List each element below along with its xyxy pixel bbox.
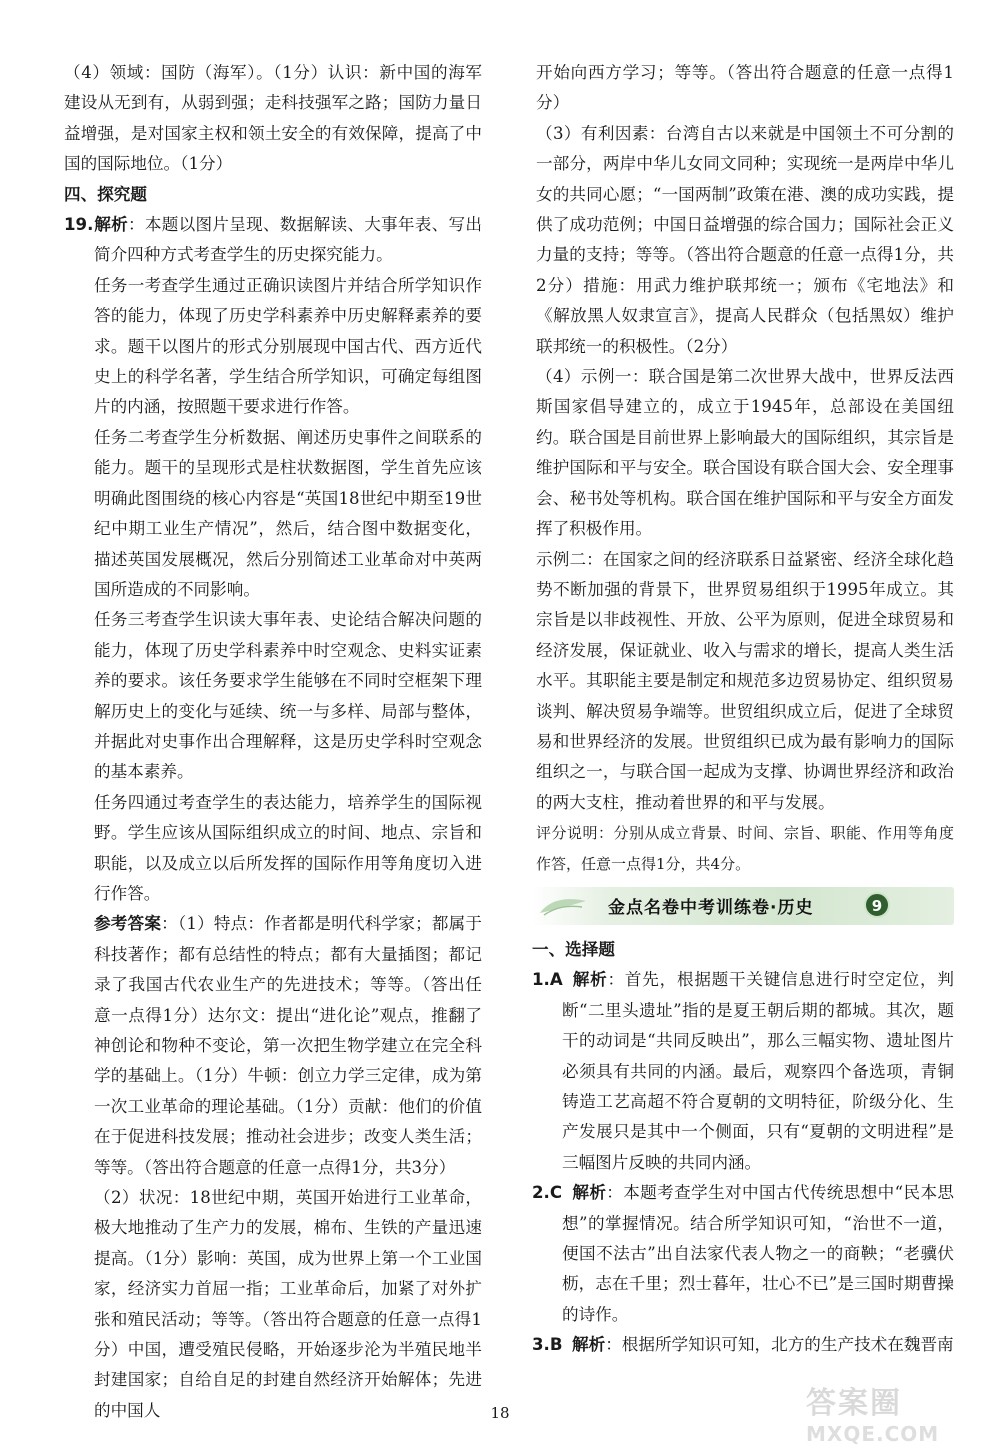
question-3-text: ：根据所学知识可知，北方的生产技术在魏晋南 (605, 1335, 954, 1355)
reference-answer-part-1 (64, 909, 482, 1183)
watermark-logo: 答案圈 (806, 1386, 902, 1421)
answer-part-4-navy: （4）领域：国防（海军）。（1分）认识：新中国的海军建设从无到有，从弱到强；走科技强军之路；国防力量日益增强，是对国家主权和领土安全的有效保障，提高了中国的国际地位。（1分） (64, 63, 482, 174)
watermark (806, 1378, 986, 1446)
question-number: 19. (64, 215, 94, 235)
paper-number-badge: 9 (864, 892, 890, 918)
banner-title: 金点名卷中考训练卷·历史 (608, 897, 814, 918)
analysis-intro: ：本题以图片呈现、数据解读、大事年表、写出简介四种方式考查学生的历史探究能力。 (94, 215, 482, 265)
answer-part-2-continued: 开始向西方学习；等等。（答出符合题意的任意一点得1分） (536, 63, 954, 113)
page-number: 18 (490, 1404, 510, 1422)
reference-answer-part-2: （2）状况：18世纪中期，英国开始进行工业革命，极大地推动了生产力的发展，棉布、生铁的产量迅速提高。（1分）影响：英国，成为世界上第一个工业国家，经济实力首屈一指；工业革命后，加紧了对外扩张和殖民活动；等等。（答出符合题意的任意一点得1分）中国，遭受殖民侵略，开始逐步沦为半殖民地半封建国家；自给自足的封建自然经济开始解体；先进的中国人 (94, 1188, 482, 1420)
section-heading-multiple-choice: 一、选择题 (532, 939, 615, 959)
question-1-text: ：首先，根据题干关键信息进行时空定位，判断“二里头遗址”指的是夏王朝后期的都城。其次，题干的动词是“共同反映出”，那么三幅实物、遗址图片必须具有共同的内涵。最后，观察四个备选项，青铜铸造工艺高超不符合夏朝的文明特征，阶级分化、生产发展只是其中一个侧面，只有“夏朝的文明进程”是三幅图片反映的共同内涵。 (562, 970, 955, 1172)
leaf-decoration-icon (538, 895, 588, 917)
question-19-analysis (64, 210, 482, 271)
task-4-explanation: 任务四通过考查学生的表达能力，培养学生的国际视野。学生应该从国际组织成立的时间、地点、宗旨和职能，以及成立以后所发挥的国际作用等角度切入进行作答。 (94, 792, 482, 903)
analysis-label: 解析 (572, 970, 608, 990)
test-paper-banner (532, 887, 954, 925)
analysis-label: 解析 (572, 1183, 607, 1203)
question-3-analysis (532, 1330, 954, 1360)
analysis-label: 解析 (94, 215, 129, 235)
right-column (532, 58, 954, 1361)
task-1-explanation: 任务一考查学生通过正确识读图片并结合所学知识作答的能力，体现了历史学科素养中历史解释素养的要求。题干以图片的形式分别展现中国古代、西方近代史上的科学名著，学生结合所学知识，可确定每组图片的内涵，按照题干要求进行作答。 (94, 275, 482, 417)
reference-answer-part-4-example-1: （4）示例一：联合国是第二次世界大战中，世界反法西斯国家倡导建立的，成立于1945年，总部设在美国纽约。联合国是目前世界上影响最大的国际组织，其宗旨是维护国际和平与安全。联合国设有联合国大会、安全理事会、秘书处等机构。联合国在维护国际和平与安全方面发挥了积极作用。 (536, 367, 954, 539)
reference-answer-part-3: （3）有利因素：台湾自古以来就是中国领土不可分割的一部分，两岸中华儿女同文同种；实现统一是两岸中华儿女的共同心愿；“一国两制”政策在港、澳的成功实践，提供了成功范例；中国日益增强的综合国力；国际社会正义力量的支持；等等。（答出符合题意的任意一点得1分，共2分）措施：用武力维护联邦统一；颁布《宅地法》和《解放黑人奴隶宣言》，提高人民群众（包括黑奴）维护联邦统一的积极性。（2分） (536, 123, 954, 356)
analysis-label: 解析 (572, 1335, 606, 1355)
question-1-analysis (532, 965, 954, 1178)
left-column (64, 58, 482, 1426)
task-3-explanation: 任务三考查学生识读大事年表、史论结合解决问题的能力，体现了历史学科素养中时空观念、史料实证素养的要求。该任务要求学生能够在不同时空框架下理解历史上的变化与延续、统一与多样、局部与整体，并据此对史事作出合理解释，这是历史学科时空观念的基本素养。 (94, 610, 482, 782)
reference-answer-part-4-example-2: 示例二：在国家之间的经济联系日益紧密、经济全球化趋势不断加强的背景下，世界贸易组织于1995年成立。其宗旨是以非歧视性、开放、公平为原则，促进全球贸易和经济发展，保证就业、收入与需求的增长，提高人类生活水平。其职能主要是制定和规范多边贸易协定、组织贸易谈判、解决贸易争端等。世贸组织成立后，促进了全球贸易和世界经济的发展。世贸组织已成为最有影响力的国际组织之一，与联合国一起成为支撑、协调世界经济和政治的两大支柱，推动着世界的和平与发展。 (536, 549, 954, 812)
scoring-note: 评分说明：分别从成立背景、时间、宗旨、职能、作用等角度作答，任意一点得1分，共4分。 (536, 824, 954, 873)
question-2-text: ：本题考查学生对中国古代传统思想中“民本思想”的掌握情况。结合所学知识可知，“治世不一道，便国不法古”出自法家代表人物之一的商鞅；“老骥伏枥，志在千里；烈士暮年，壮心不已”是三国时期曹操的诗作。 (562, 1183, 955, 1324)
question-3-answer: 3.B (532, 1335, 563, 1355)
reference-answer-label: 参考答案 (94, 914, 162, 934)
task-2-explanation: 任务二考查学生分析数据、阐述历史事件之间联系的能力。题干的呈现形式是柱状数据图，学生首先应该明确此图围绕的核心内容是“英国18世纪中期至19世纪中期工业生产情况”，然后，结合图中数据变化，描述英国发展概况，然后分别简述工业革命对中英两国所造成的不同影响。 (94, 427, 482, 599)
question-1-answer: 1.A (532, 970, 563, 990)
watermark-url: MXQE.COM (806, 1422, 940, 1446)
section-heading-inquiry: 四、探究题 (64, 184, 147, 204)
reference-answer-text: ：（1）特点：作者都是明代科学家；都属于科技著作；都有总结性的特点；都有大量插图；都记录了我国古代农业生产的先进技术；等等。（答出任意一点得1分）达尔文：提出“进化论”观点，推翻了神创论和物种不变论，第一次把生物学建立在完全科学的基础上。（1分）牛顿：创立力学三定律，成为第一次工业革命的理论基础。（1分）贡献：他们的价值在于促进科技发展；推动社会进步；改变人类生活；等等。（答出符合题意的任意一点得1分，共3分） (94, 914, 483, 1177)
question-2-answer: 2.C (532, 1183, 563, 1203)
question-2-analysis (532, 1178, 954, 1330)
